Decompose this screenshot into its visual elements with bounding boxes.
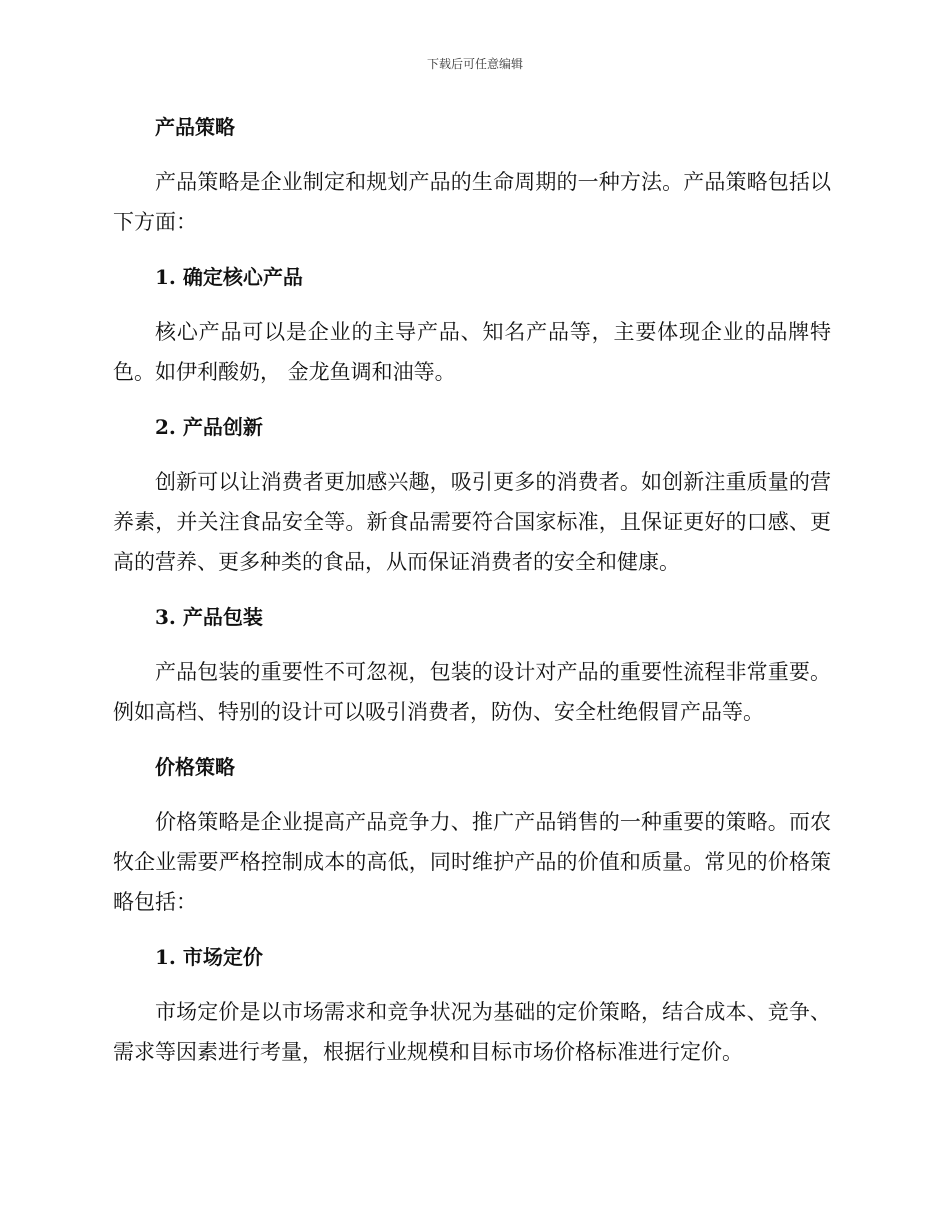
paragraph-product-strategy-intro: 产品策略是企业制定和规划产品的生命周期的一种方法。产品策略包括以下方面： <box>113 170 831 234</box>
subheading-market-pricing: 1. 市场定价 <box>155 945 263 969</box>
header-note: 下载后可任意编辑 <box>426 57 523 71</box>
paragraph-product-packaging: 产品包装的重要性不可忽视，包装的设计对产品的重要性流程非常重要。例如高档、特别的设计可以吸引消费者，防伪、安全杜绝假冒产品等。 <box>113 660 831 724</box>
section-heading-product-strategy: 产品策略 <box>155 115 235 139</box>
paragraph-market-pricing: 市场定价是以市场需求和竞争状况为基础的定价策略，结合成本、竞争、需求等因素进行考量，根据行业规模和目标市场价格标准进行定价。 <box>113 1000 831 1064</box>
subheading-core-product: 1. 确定核心产品 <box>155 265 303 289</box>
section-heading-price-strategy: 价格策略 <box>155 755 235 779</box>
subheading-product-packaging: 3. 产品包装 <box>155 605 263 629</box>
paragraph-core-product: 核心产品可以是企业的主导产品、知名产品等，主要体现企业的品牌特色。如伊利酸奶， 金龙鱼调和油等。 <box>113 320 831 384</box>
paragraph-price-strategy-intro: 价格策略是企业提高产品竞争力、推广产品销售的一种重要的策略。而农牧企业需要严格控制成本的高低，同时维护产品的价值和质量。常见的价格策略包括： <box>113 810 831 914</box>
subheading-product-innovation: 2. 产品创新 <box>155 415 263 439</box>
paragraph-product-innovation: 创新可以让消费者更加感兴趣，吸引更多的消费者。如创新注重质量的营养素，并关注食品安全等。新食品需要符合国家标准，且保证更好的口感、更高的营养、更多种类的食品，从而保证消费者的安全和健康。 <box>113 470 831 574</box>
document-body <box>113 108 831 1088</box>
